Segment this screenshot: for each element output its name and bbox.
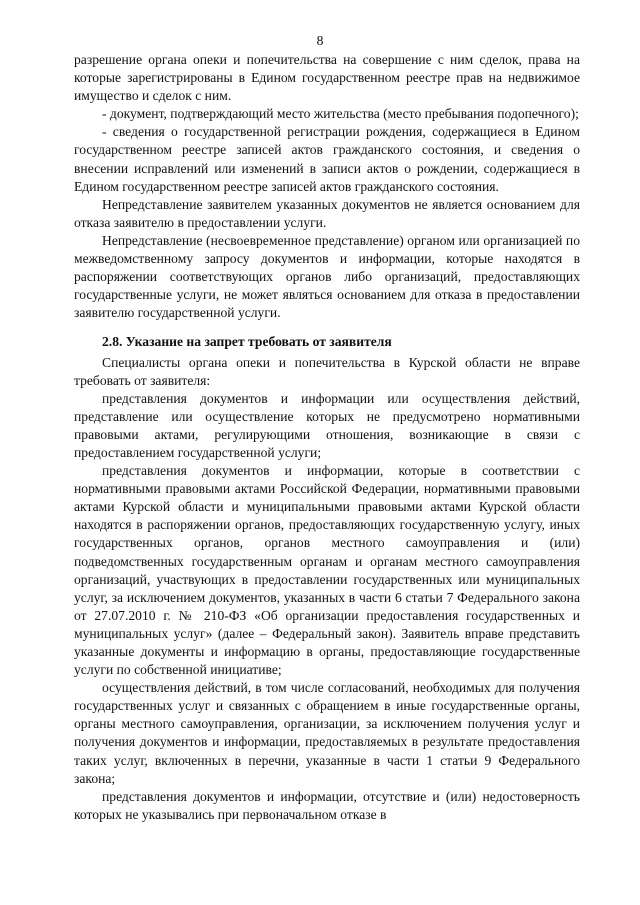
paragraph-prohibition-2: представления документов и информации, которые в соответствии с нормативными правовыми актами Российской Федерации, нормативными правовыми актами Курской области и муниципальными правовыми актами Курской области находятся в распоряжении органов, предоставляющих государственную услугу, иных государственных органов, органов местного самоуправления и (или) подведомственных государственным органам и органам местного самоуправления организаций, участвующих в предоставлении государственных или муниципальных услуг, за исключением документов, указанных в части 6 статьи 7 Федерального закона от 27.07.2010 г. № 210-ФЗ «Об организации предоставления государственных и муниципальных услуг» (далее – Федеральный закон). Заявитель вправе представить указанные документы и информацию в органы, предоставляющие государственные услуги по собственной инициативе; bbox=[74, 463, 580, 678]
page-number: 8 bbox=[316, 33, 324, 48]
paragraph-residence-document: - документ, подтверждающий место жительства (место пребывания подопечного); bbox=[102, 106, 579, 122]
section-heading: 2.8. Указание на запрет требовать от заявителя bbox=[102, 334, 392, 350]
paragraph-interagency-request: Непредставление (несвоевременное представление) органом или организацией по межведомственному запросу документов и информации, которые находятся в распоряжении соответствующих органов либо организаций, предоставляющих государственные услуги, не может являться основанием для отказа в предоставлении заявителю государственной услуги. bbox=[74, 232, 580, 321]
paragraph-birth-registration: - сведения о государственной регистрации рождения, содержащиеся в Едином государственном реестре записей актов гражданского состояния, и сведения о внесении исправлений или изменений в записи актов о рождении, содержащиеся в Едином государственном реестре записей актов гражданского состояния. bbox=[74, 124, 580, 194]
paragraph-prohibition-4: представления документов и информации, отсутствие и (или) недостоверность которых не указывались при первоначальном отказе в bbox=[74, 788, 580, 822]
paragraph-continuation: разрешение органа опеки и попечительства на совершение с ним сделок, права на которые зарегистрированы в Едином государственном реестре прав на недвижимое имущество и сделок с ним. bbox=[74, 52, 580, 104]
paragraph-prohibition-1: представления документов и информации или осуществления действий, представление или осуществление которых не предусмотрено нормативными правовыми актами, регулирующими отношения, возникающие в связи с предоставлением государственной услуги; bbox=[74, 390, 580, 460]
paragraph-prohibition-3: осуществления действий, в том числе согласований, необходимых для получения государственных услуг и связанных с обращением в иные государственные органы, органы местного самоуправления, организации, за исключением получения услуг и получения документов и информации, предоставляемых в результате предоставления таких услуг, включенных в перечни, указанные в части 1 статьи 9 Федерального закона; bbox=[74, 680, 580, 786]
paragraph-non-submission: Непредставление заявителем указанных документов не является основанием для отказа заявителю в предоставлении услуги. bbox=[74, 196, 580, 230]
document-body bbox=[74, 51, 580, 824]
paragraph-specialists: Специалисты органа опеки и попечительства в Курской области не вправе требовать от заявителя: bbox=[74, 354, 580, 388]
